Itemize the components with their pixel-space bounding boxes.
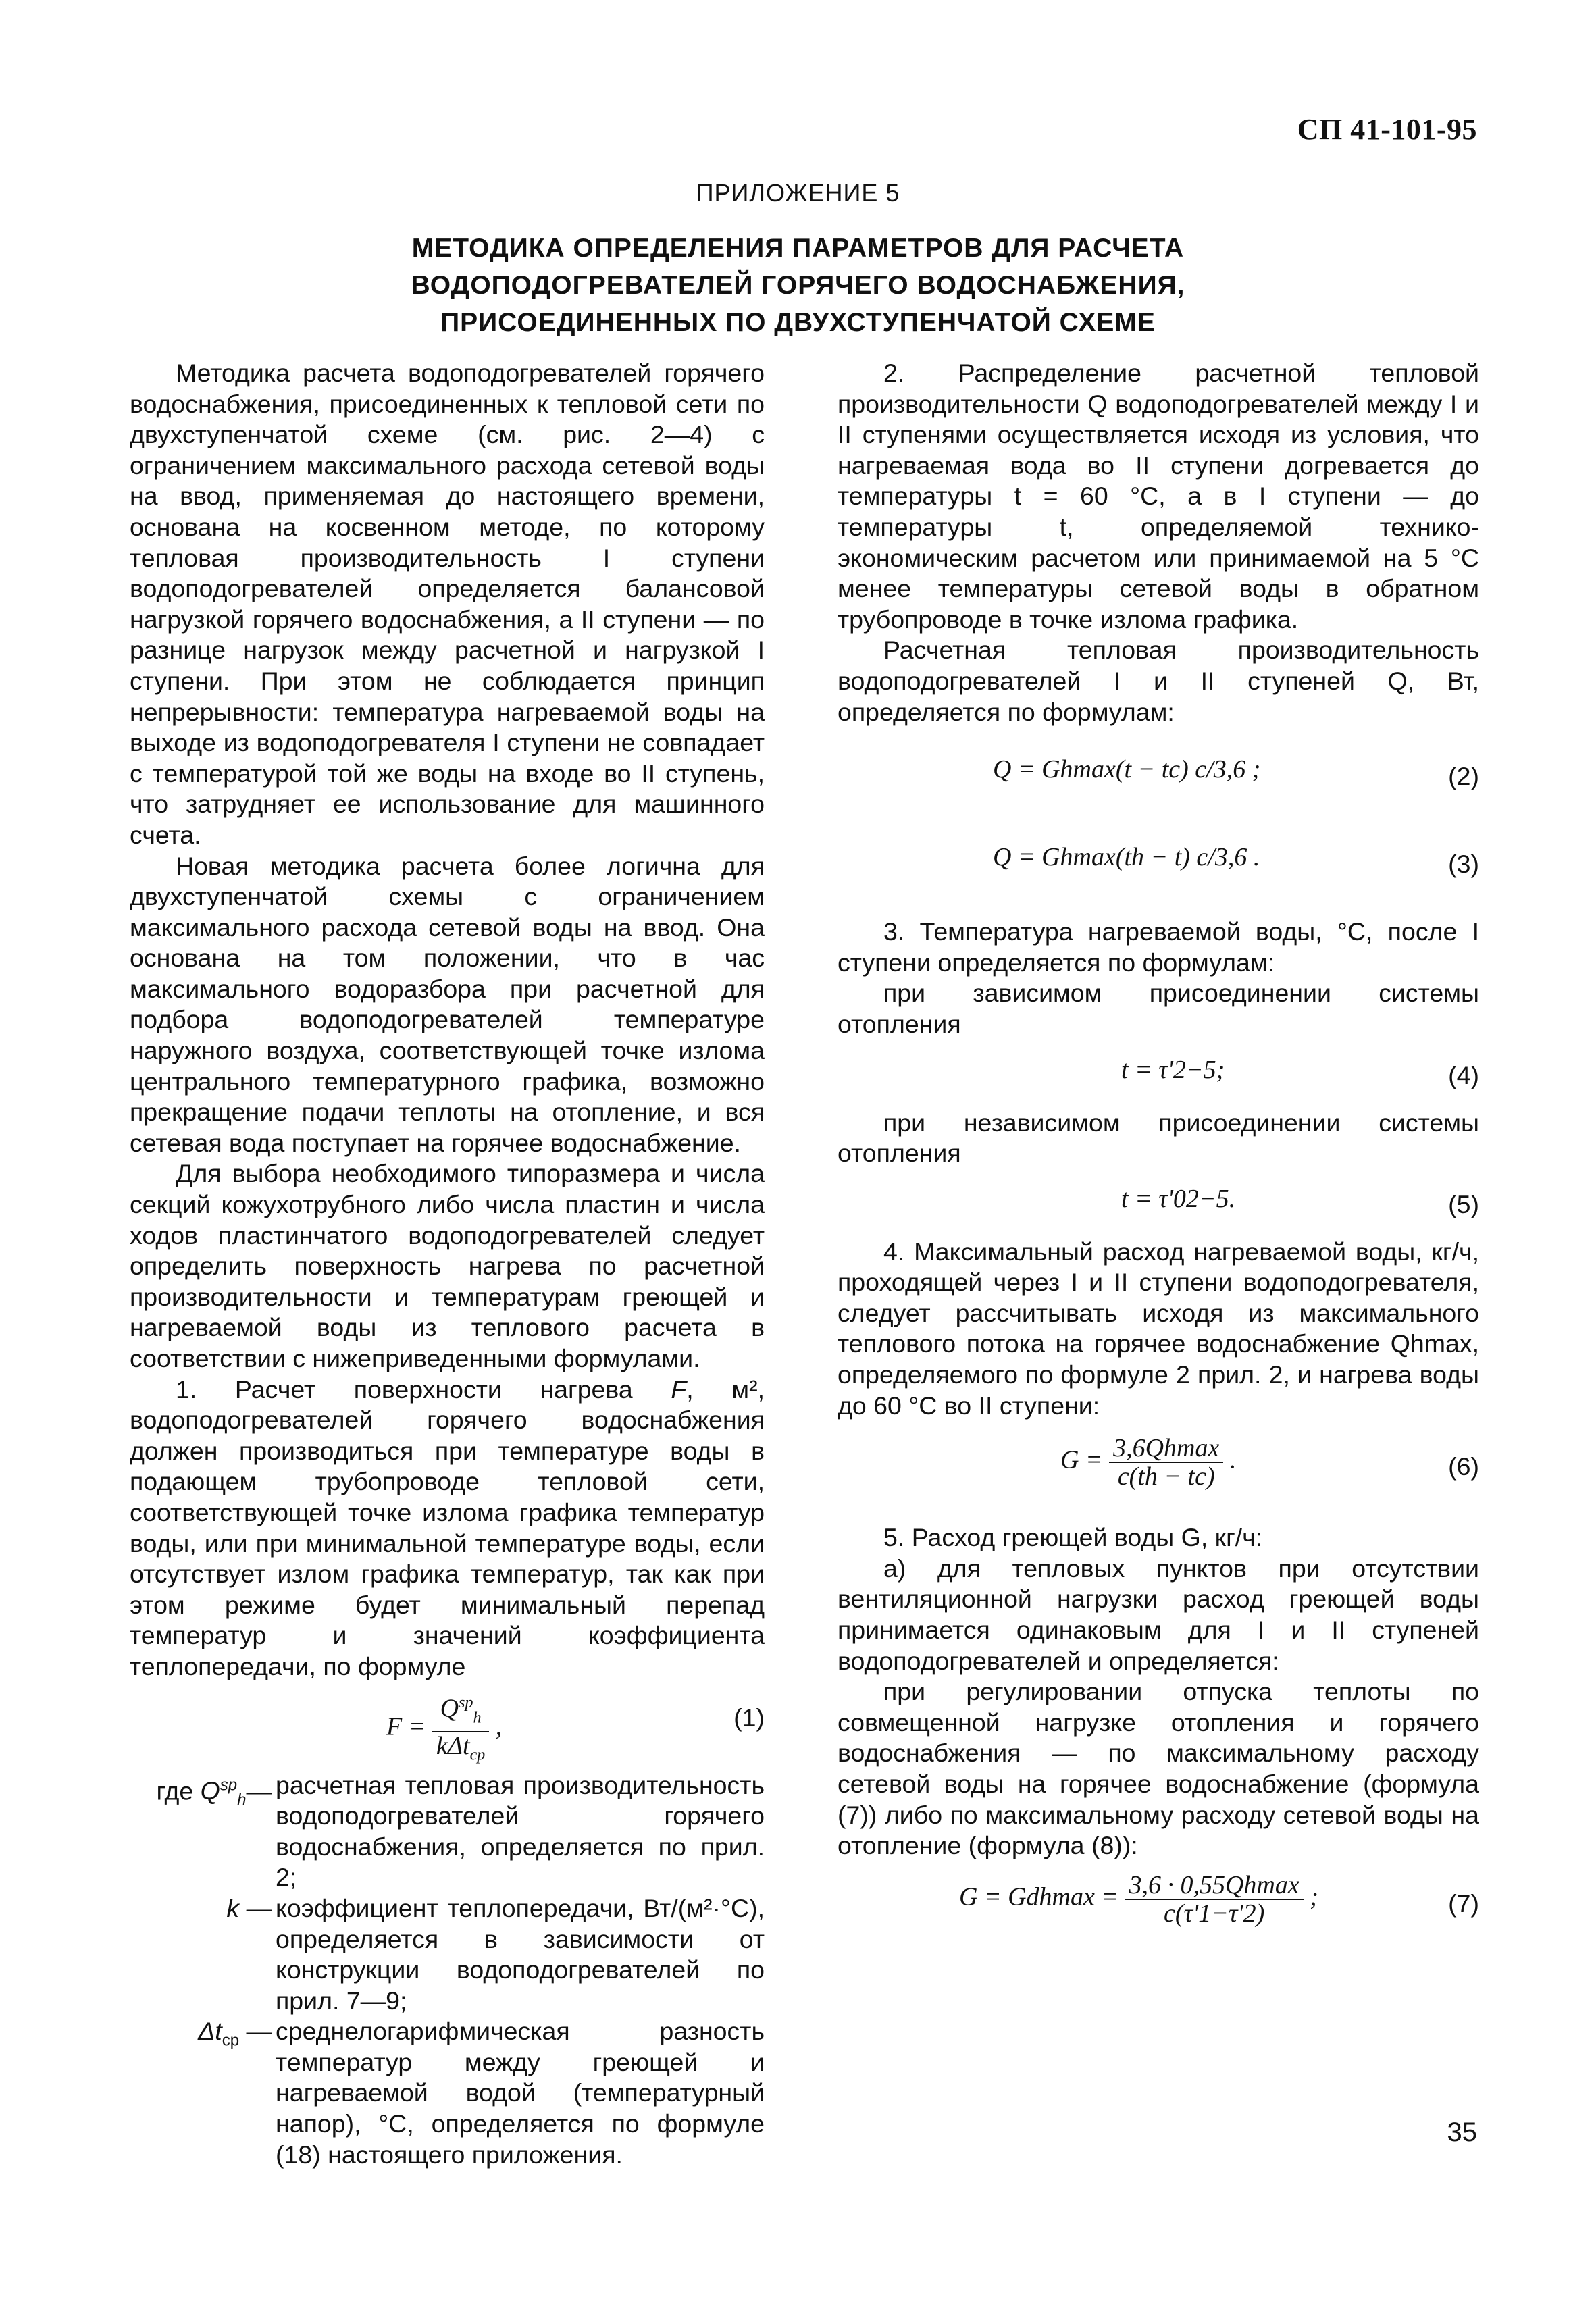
text-run: где [156,1776,194,1805]
paragraph [130,1374,765,1682]
fraction-denominator: c(th − tc) [1117,1462,1215,1491]
formula-expression: t = τ'02−5. [1121,1184,1236,1213]
page-number: 35 [1447,2117,1477,2147]
right-column [838,358,1479,1949]
paragraph: 3. Температура нагреваемой воды, °С, после I ступени определяется по формулам: [838,917,1479,977]
title-line: МЕТОДИКА ОПРЕДЕЛЕНИЯ ПАРАМЕТРОВ ДЛЯ РАСЧЕТА [411,234,1185,263]
fraction [1125,1872,1303,1927]
definition-symbol: где $Q^{sp}_h—$ [156,1776,272,1809]
symbol-F: F [671,1374,687,1404]
definition-item [130,1893,765,2016]
paragraph: Для выбора необходимого типоразмера и числа секций кожухотрубного либо числа пластин и числа ходов пластинчатого водоподогревателей следует определить поверхность нагрева по расчетной производительности и температурам греющей и нагреваемой воды из теплового расчета в соответствии с нижеприведенными формулами. [130,1159,765,1372]
definitions [130,1770,765,2171]
fraction-numerator: Q [440,1694,459,1723]
formula-2 [838,727,1479,829]
fraction-numerator: 3,6 · 0,55Qhmax [1125,1872,1303,1900]
formula-4 [838,1040,1479,1108]
document-code: СП 41-101-95 [1297,113,1477,146]
paragraph: 4. Максимальный расход нагреваемой воды, кг/ч, проходящей через I и II ступени водоподогревателя, следует рассчитывать исходя из максимального теплового потока на горячее водоснабжение Qhmax, определяемого по формуле 2 прил. 2, и нагрева воды до 60 °С во II ступени: [838,1237,1479,1420]
title-line: ВОДОПОДОГРЕВАТЕЛЕЙ ГОРЯЧЕГО ВОДОСНАБЖЕНИЯ, [411,271,1185,300]
formula-5 [838,1169,1479,1237]
paragraph: Новая методика расчета более логична для двухступенчатой схемы с ограничением максимального расхода сетевой воды на ввод. Она основана на том положении, что в час максимального водоразбора при расчетной для подбора водоподогревателей температуре наружного воздуха, соответствующей точке излома центрального температурного графика, возможно прекращение подачи теплоты на отопление, и вся сетевая вода поступает на горячее водоснабжение. [130,851,765,1157]
paragraph: а) для тепловых пунктов при отсутствии вентиляционной нагрузки расход греющей воды принимается одинаковым для I и II ступеней водоподогревателей и определяется: [838,1553,1479,1675]
page-title [203,230,1393,341]
fraction: $\frac{Q^{sp}_h}{k\Delta t_{cp}}$ [432,1689,489,1769]
formula-expression: Q = Ghmax(th − t) c/3,6 . [993,843,1260,872]
text-run: Δt [198,2017,222,2046]
formula-expression: t = τ'2−5; [1121,1055,1225,1084]
definition-text: коэффициент теплопередачи, Вт/(м²·°С), определяется в зависимости от конструкции водоподогревателей по прил. 7—9; [276,1893,765,2015]
formula-6: G = $\frac{3,6Qhmax}{c(th - tc)}$ . (6) [1060,1434,1479,1491]
fraction-denominator: c(τ'1−τ'2) [1163,1899,1265,1928]
paragraph: Расчетная тепловая производительность водоподогревателей I и II ступеней Q, Вт, определяется по формулам: [838,636,1479,726]
paragraph: 2. Распределение расчетной тепловой производительности Q водоподогревателей между I и II ступенями осуществляется исходя из условия, что нагреваемая вода во II ступени догревается до температуры t = 60 °С, а в I ступени — до температуры t, определяемой технико-экономическим расчетом или принимаемой на 5 °С менее температуры сетевой воды в обратном трубопроводе в точке излома графика. [838,359,1479,634]
fraction-denominator: kΔt [436,1731,470,1760]
equation-number: (4) [1448,1060,1479,1089]
formula-1: F = $\frac{Q^{sp}_h}{k\Delta t_{cp}}$ , (1) [130,1682,765,1764]
paragraph: 5. Расход греющей воды G, кг/ч: [883,1523,1263,1552]
text-run: 1. Расчет поверхности нагрева [176,1374,671,1404]
equation-number: (5) [1448,1189,1479,1218]
formula-expression: Q = Ghmax(t − tc) c/3,6 ; [993,755,1261,784]
fraction [1109,1435,1223,1490]
formula-lhs: G = [1060,1445,1103,1474]
formula-3 [838,829,1479,917]
equation-number: (7) [1448,1888,1479,1918]
paragraph: при зависимом присоединении системы отопления [838,979,1479,1038]
formula-7: G = Gdhmax = $\frac{3,6 \cdot 0,55Qhmax}{c(\tau'1-\tau'2)}$ ; (7) [959,1870,1479,1928]
fraction-numerator: 3,6Qhmax [1109,1435,1223,1463]
definition-item [130,2016,765,2170]
appendix-label: ПРИЛОЖЕНИЕ 5 [696,179,900,207]
equation-number: (3) [1448,850,1479,879]
formula-lhs: G = Gdhmax = [959,1882,1118,1911]
definition-item [130,1770,765,1893]
equation-number: (1) [733,1703,765,1732]
equation-number: (6) [1448,1452,1479,1481]
definition-symbol: $\Delta t_{cp}$ — [198,2017,272,2050]
title-line: ПРИСОЕДИНЕННЫХ ПО ДВУХСТУПЕНЧАТОЙ СХЕМЕ [440,308,1156,337]
definition-text: среднелогарифмическая разность температур между греющей и нагреваемой водой (температурный напор), °С, определяется по формуле (18) настоящего приложения. [276,2017,765,2169]
left-column [130,358,765,2170]
equation-number: (2) [1448,762,1479,791]
text-run: , м², водоподогревателей горячего водоснабжения должен производиться при температуре воды в подающем трубопроводе тепловой сети, соответствующей точке излома графика температур воды, или при минимальной температуре воды, если отсутствует излом графика температур, так как при этом режиме будет минимальный перепад температур и значений коэффициента теплопередачи, по формуле [130,1374,765,1680]
definition-text: расчетная тепловая производительность водоподогревателей горячего водоснабжения, определяется по прил. 2; [276,1770,765,1892]
paragraph: при независимом присоединении системы отопления [838,1108,1479,1168]
formula-lhs: F = [386,1712,426,1741]
paragraph: при регулировании отпуска теплоты по совмещенной нагрузке отопления и горячего водоснабжения — по максимальному расходу сетевой воды на горячее водоснабжение (формула (7)) либо по максимальному расходу сетевой воды на отопление (формула (8)): [838,1677,1479,1860]
paragraph: Методика расчета водоподогревателей горячего водоснабжения, присоединенных к тепловой сети по двухступенчатой схеме (см. рис. 2—4) с ограничением максимального расхода сетевой воды на ввод, применяемая до настоящего времени, основана на косвенном методе, по которому тепловая производительность I ступени водоподогревателей определяется балансовой нагрузкой горячего водоснабжения, а II ступени — по разнице нагрузок между расчетной и нагрузкой I ступени. При этом не соблюдается принцип непрерывности: температура нагреваемой воды на выходе из водоподогревателя I ступени не совпадает с температурой той же воды на входе во II ступень, что затрудняет ее использование для машинного счета. [130,359,765,849]
definition-symbol: k — [226,1893,272,1922]
